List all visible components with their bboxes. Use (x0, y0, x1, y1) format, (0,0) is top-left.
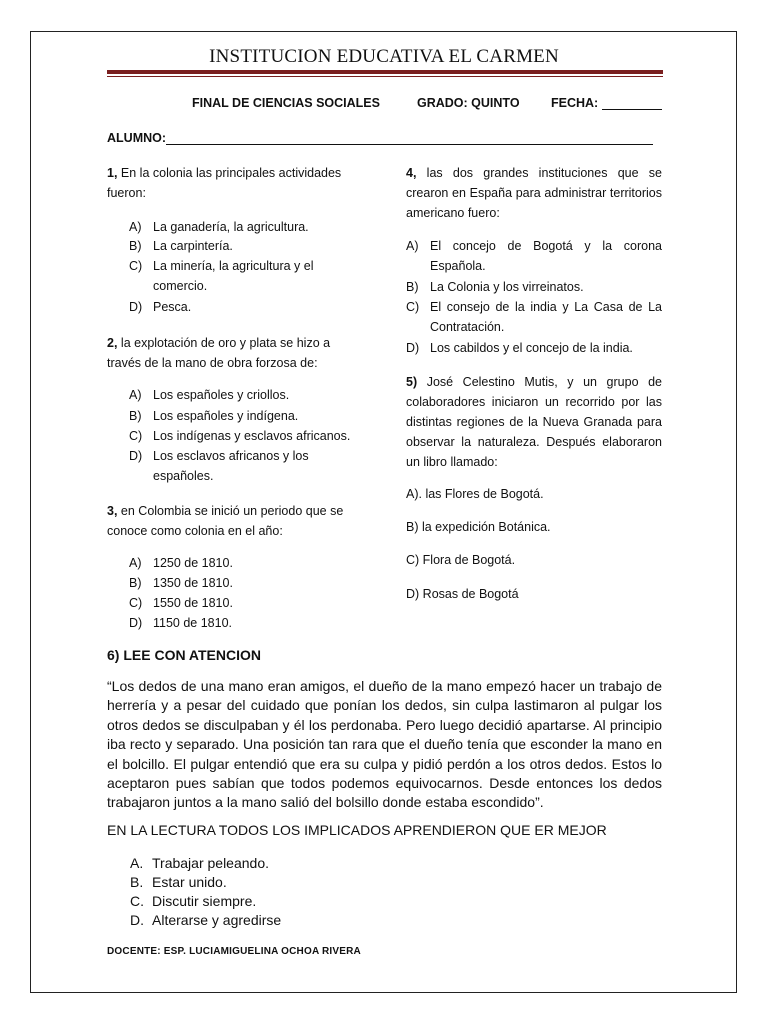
question-3 (107, 501, 357, 541)
option-text: Los esclavos africanos y los españoles. (153, 449, 309, 483)
option-text: 1350 de 1810. (153, 576, 233, 590)
q5-option-b[interactable]: B) la expedición Botánica. (406, 520, 551, 534)
option-text: El concejo de Bogotá y la corona Española. (430, 239, 662, 273)
student-label: ALUMNO: (107, 131, 167, 145)
question-2 (107, 333, 347, 373)
question-text: la explotación de oro y plata se hizo a través de la mano de obra forzosa de: (107, 336, 331, 370)
school-title: INSTITUCION EDUCATIVA EL CARMEN (209, 46, 559, 67)
question-number: 2, (107, 336, 118, 350)
option-letter: B) (406, 280, 419, 294)
option-letter: C) (129, 259, 143, 273)
q5-option-d[interactable]: D) Rosas de Bogotá (406, 587, 519, 601)
student-name-blank[interactable] (166, 144, 653, 145)
question-number: 1, (107, 166, 118, 180)
question-text: en Colombia se inició un periodo que se conoce como colonia en el año: (107, 504, 344, 538)
option-letter: A) (406, 239, 419, 253)
option-letter: A) (129, 556, 142, 570)
reading-passage: “Los dedos de una mano eran amigos, el dueño de la mano empezó hacer un trabajo de herrería y a pesar del cuidado que ponían los dedos, sin culpa lastimaron al pulgar los otros dedos se disculpaban y él los perdonaba. Pero luego decidió apartarse. Al principio iba recto y separado. Una posición tan rara que el dueño tenía que esconder la mano en el bolcillo. El pulgar entendió que era su culpa y pidió perdón a los otros dedos. Estos lo aceptaron pues sabían que todos podemos equivocarnos. Desde entonces los dedos trabajaron juntos a la mano salió del bolsillo donde estaba escondido”. (107, 678, 662, 811)
question-4 (406, 163, 662, 223)
question-text: En la colonia las principales actividades fueron: (107, 166, 342, 200)
option-text: 1550 de 1810. (153, 596, 233, 610)
q5-option-a[interactable]: A). las Flores de Bogotá. (406, 487, 544, 501)
option-text: Los cabildos y el concejo de la india. (430, 341, 633, 355)
option-text: El consejo de la india y La Casa de La Contratación. (430, 300, 662, 334)
option-letter: A. (130, 855, 144, 871)
question-1 (107, 163, 347, 203)
option-letter: D) (129, 616, 143, 630)
option-text: Trabajar peleando. (152, 855, 270, 871)
question-text: las dos grandes instituciones que se crearon en España para administrar territorios americano fuero: (406, 166, 662, 220)
question-number: 4, (406, 166, 417, 180)
option-text: Discutir siempre. (152, 893, 257, 909)
option-letter: D) (129, 300, 143, 314)
grade-label: GRADO: QUINTO (417, 96, 520, 110)
q5-option-c[interactable]: C) Flora de Bogotá. (406, 553, 516, 567)
question-number: 3, (107, 504, 118, 518)
option-text: Alterarse y agredirse (152, 912, 282, 928)
date-blank[interactable] (602, 109, 662, 110)
exam-title: FINAL DE CIENCIAS SOCIALES (192, 96, 380, 110)
option-text: La ganadería, la agricultura. (153, 220, 309, 234)
option-letter: D. (130, 912, 144, 928)
option-text: Pesca. (153, 300, 192, 314)
option-text: 1250 de 1810. (153, 556, 233, 570)
option-letter: A) (129, 220, 142, 234)
option-letter: C) (129, 429, 143, 443)
option-letter: B) (129, 409, 142, 423)
question-text: José Celestino Mutis, y un grupo de colaboradores iniciaron un recorrido por las distintas regiones de la Nueva Granada para observar la naturaleza. Después elaboraron un libro llamado: (406, 375, 662, 469)
option-text: 1150 de 1810. (153, 616, 233, 630)
option-text: La Colonia y los virreinatos. (430, 280, 584, 294)
title-rule-thick (107, 70, 663, 74)
option-text: Estar unido. (152, 874, 227, 890)
date-label: FECHA: (551, 96, 599, 110)
option-text: Los españoles y indígena. (153, 409, 299, 423)
option-letter: C) (406, 300, 420, 314)
title-rule-thin (107, 76, 663, 77)
option-letter: B) (129, 576, 142, 590)
date-field[interactable] (551, 96, 662, 110)
option-letter: D) (406, 341, 420, 355)
option-letter: D) (129, 449, 143, 463)
option-text: La minería, la agricultura y el comercio. (153, 259, 314, 293)
option-letter: B) (129, 239, 142, 253)
option-text: La carpintería. (153, 239, 233, 253)
option-letter: C. (130, 893, 144, 909)
student-field[interactable] (107, 131, 653, 145)
option-letter: C) (129, 596, 143, 610)
question-5 (406, 372, 662, 472)
option-letter: B. (130, 874, 144, 890)
question-number: 5) (406, 375, 418, 389)
option-text: Los indígenas y esclavos africanos. (153, 429, 351, 443)
q6-title: 6) LEE CON ATENCION (107, 647, 262, 663)
teacher-name: DOCENTE: ESP. LUCIAMIGUELINA OCHOA RIVERA (107, 946, 361, 957)
q6-question: EN LA LECTURA TODOS LOS IMPLICADOS APRENDIERON QUE ER MEJOR (107, 822, 607, 838)
option-text: Los españoles y criollos. (153, 388, 290, 402)
option-letter: A) (129, 388, 142, 402)
